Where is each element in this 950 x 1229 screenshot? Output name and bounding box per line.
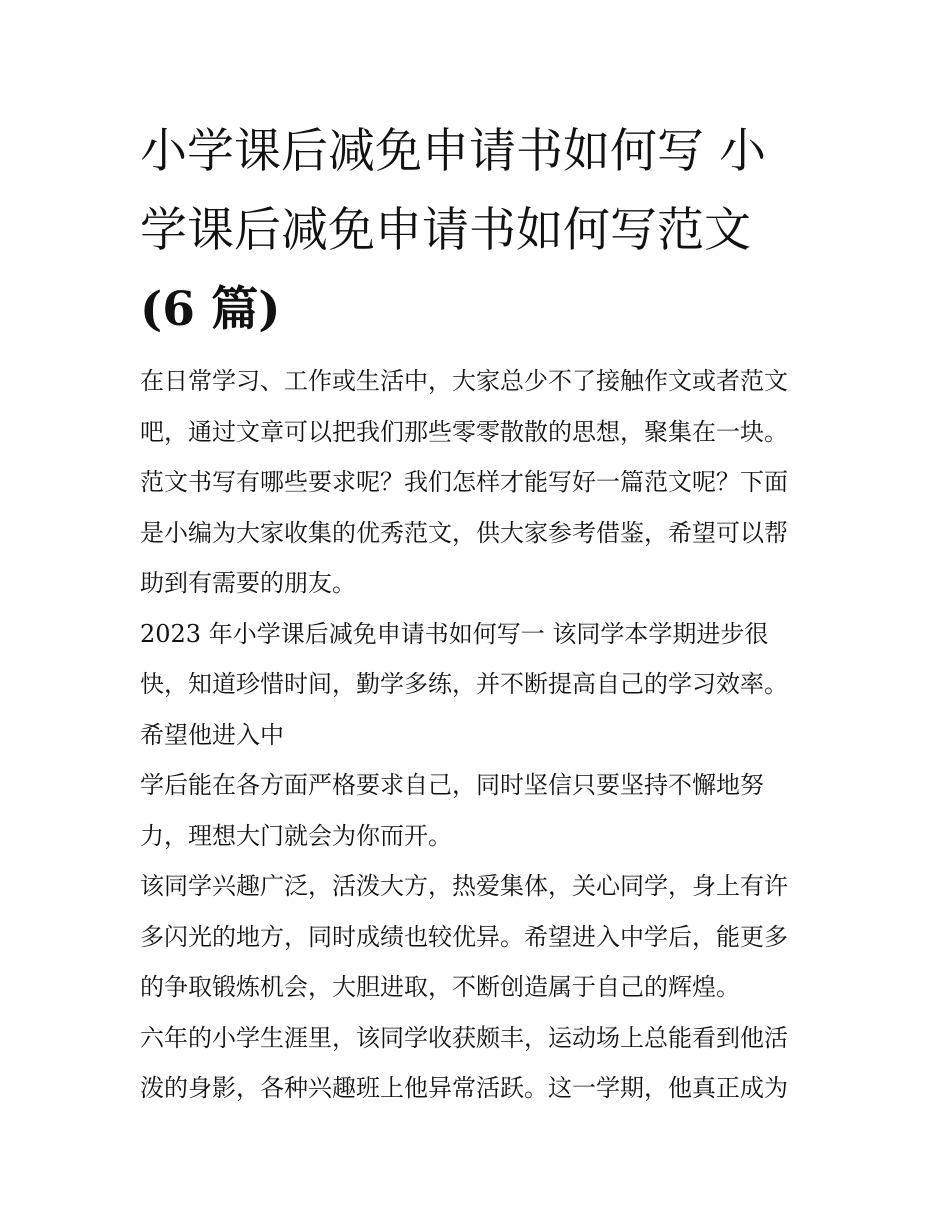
body-line: 吧，通过文章可以把我们那些零零散散的思想，聚集在一块。 xyxy=(140,417,788,446)
body-line: 在日常学习、工作或生活中，大家总少不了接触作文或者范文 xyxy=(140,367,788,395)
body-line: 2023 年小学课后减免申请书如何写一 该同学本学期进步很 xyxy=(140,619,769,648)
body-line: 泼的身影，各种兴趣班上他异常活跃。这一学期，他真正成为 xyxy=(140,1074,788,1102)
body-line: 六年的小学生涯里，该同学收获颇丰，运动场上总能看到他活 xyxy=(140,1023,788,1052)
body-line: 多闪光的地方，同时成绩也较优异。希望进入中学后，能更多 xyxy=(140,922,788,951)
title-line-1: 小学课后减免申请书如何写 小 xyxy=(140,124,766,179)
body-line: 的争取锻炼机会，大胆进取，不断创造属于自己的辉煌。 xyxy=(140,973,740,1001)
document-title xyxy=(140,112,830,349)
body-line: 范文书写有哪些要求呢？我们怎样才能写好一篇范文呢？下面 xyxy=(140,468,788,496)
body-line: 快，知道珍惜时间，勤学多练，并不断提高自己的学习效率。 xyxy=(140,670,788,698)
body-line: 助到有需要的朋友。 xyxy=(140,569,356,597)
title-line-2: 学课后减免申请书如何写范文 xyxy=(140,203,751,258)
body-line: 力，理想大门就会为你而开。 xyxy=(140,821,452,850)
document-body xyxy=(140,356,840,1114)
title-line-3: (6 篇) xyxy=(140,282,281,337)
body-line: 学后能在各方面严格要求自己，同时坚信只要坚持不懈地努 xyxy=(140,771,764,799)
body-line: 是小编为大家收集的优秀范文，供大家参考借鉴，希望可以帮 xyxy=(140,518,788,547)
body-line: 希望他进入中 xyxy=(140,720,284,749)
body-line: 该同学兴趣广泛，活泼大方，热爱集体，关心同学，身上有许 xyxy=(140,872,788,900)
